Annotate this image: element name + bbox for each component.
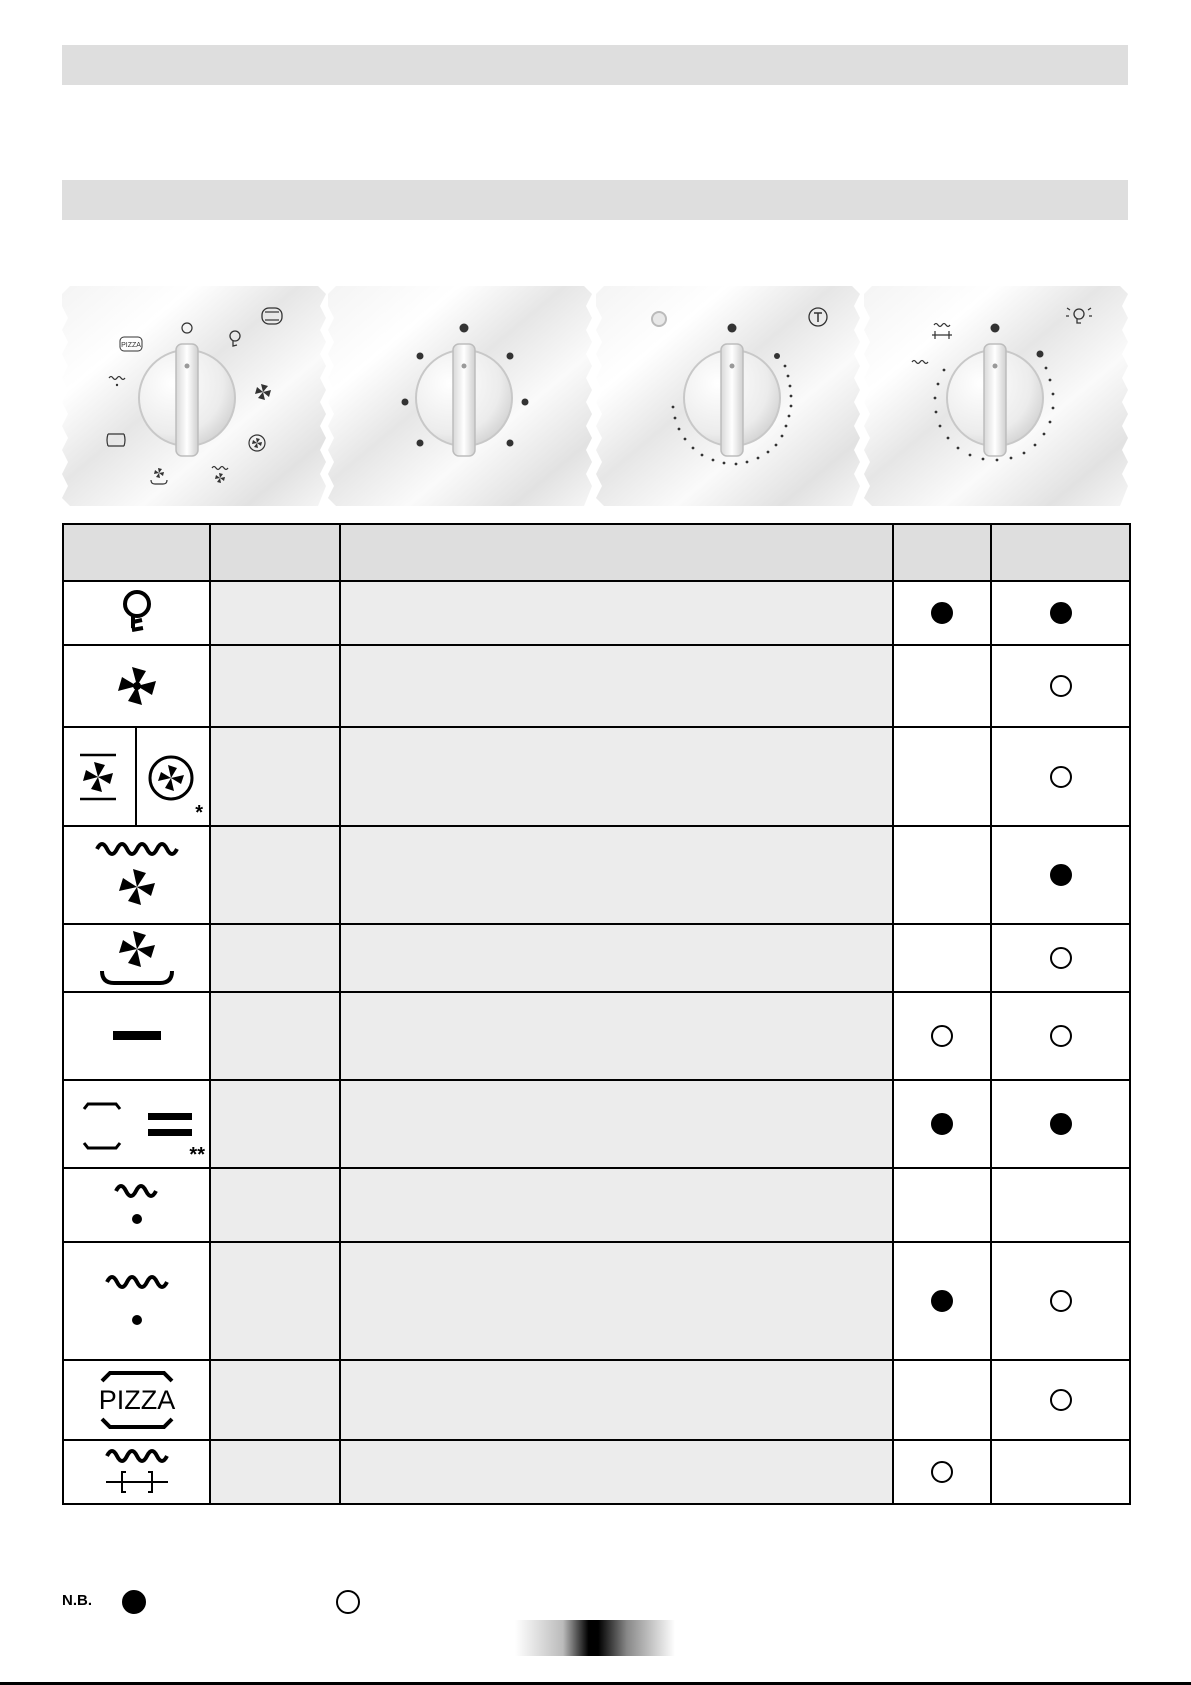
table-row: [63, 645, 1130, 727]
legend-filled-dot: [122, 1590, 146, 1614]
symbol-cell: [63, 581, 210, 645]
thermostat-indicator-lamp: [652, 312, 666, 326]
table-row: [63, 1080, 1130, 1168]
header-cell-2: [210, 524, 340, 581]
mark-cell-col5: [991, 1360, 1130, 1440]
header-cell-5: [991, 524, 1130, 581]
mark-cell-col4: [893, 727, 991, 826]
off-position-marker: [991, 324, 1000, 333]
mark-cell-col4: [893, 645, 991, 727]
table-row: [63, 1360, 1130, 1440]
mark-cell-col4: [893, 1242, 991, 1360]
symbol-cell: [63, 992, 210, 1080]
bottom-element-icon: [107, 1026, 167, 1046]
symbol-cell: [63, 727, 210, 826]
status-dot: [1050, 1389, 1072, 1411]
mark-cell-col4: [893, 924, 991, 992]
mark-cell-col4: [893, 1168, 991, 1242]
mark-cell-col5: [991, 1440, 1130, 1504]
description-cell: [340, 826, 893, 924]
name-cell: [210, 1080, 340, 1168]
mark-cell-col4: [893, 1440, 991, 1504]
symbol-cell: [63, 1242, 210, 1360]
mark-cell-col5: [991, 826, 1130, 924]
table-row: [63, 727, 1130, 826]
pizza-label: PIZZA: [98, 1385, 175, 1415]
grill-light-panel: [864, 286, 1128, 506]
symbol-cell: [63, 924, 210, 992]
light-icon: [117, 588, 157, 638]
symbol-cell: [63, 1080, 210, 1168]
oven-functions-table: [62, 523, 1131, 1505]
fan-icon: [115, 664, 159, 708]
mark-cell-col4: [893, 826, 991, 924]
table-row: [63, 826, 1130, 924]
table-row: [63, 1242, 1130, 1360]
table-row: [63, 1440, 1130, 1504]
svg-text:PIZZA: PIZZA: [121, 342, 141, 349]
status-dot: [931, 602, 953, 624]
table-header-row: [63, 524, 1130, 581]
footnote-marker: *: [195, 802, 203, 824]
status-dot: [1050, 864, 1072, 886]
description-cell: [340, 645, 893, 727]
section-header-bar-2: [62, 180, 1128, 220]
fan-top-bottom-icon: [78, 752, 118, 802]
mark-cell-col4: [893, 1080, 991, 1168]
table-row: [63, 924, 1130, 992]
description-cell: [340, 1168, 893, 1242]
status-dot: [1050, 1290, 1072, 1312]
status-dot: [931, 1461, 953, 1483]
fan-circular-element-icon: [147, 754, 195, 802]
name-cell: [210, 727, 340, 826]
status-dot: [1050, 1025, 1072, 1047]
name-cell: [210, 826, 340, 924]
thermostat-panel: [596, 286, 860, 506]
table-row: [63, 581, 1130, 645]
description-cell: [340, 1360, 893, 1440]
description-cell: [340, 1242, 893, 1360]
mark-cell-col4: [893, 992, 991, 1080]
description-cell: [340, 1440, 893, 1504]
symbol-cell: [63, 1360, 210, 1440]
function-selector-panel: [62, 286, 326, 506]
header-cell-4: [893, 524, 991, 581]
mark-cell-col5: [991, 992, 1130, 1080]
status-dot: [1050, 766, 1072, 788]
conventional-icon: [76, 1101, 196, 1151]
status-dot: [1050, 602, 1072, 624]
symbol-cell: [63, 1168, 210, 1242]
full-grill-icon: [102, 1266, 172, 1336]
table-row: [63, 1168, 1130, 1242]
table-row: [63, 992, 1130, 1080]
description-cell: [340, 924, 893, 992]
description-cell: [340, 727, 893, 826]
pizza-icon: [92, 1367, 182, 1433]
status-dot: [1050, 1113, 1072, 1135]
section-header-bar-1: [62, 45, 1128, 85]
status-dot: [931, 1290, 953, 1312]
name-cell: [210, 1440, 340, 1504]
mark-cell-col4: [893, 1360, 991, 1440]
status-dot: [931, 1113, 953, 1135]
mark-cell-col5: [991, 727, 1130, 826]
hob-control-panel: [328, 286, 592, 506]
symbol-cell: [63, 645, 210, 727]
footnote-marker: **: [189, 1144, 205, 1166]
name-cell: [210, 1168, 340, 1242]
status-dot: [931, 1025, 953, 1047]
description-cell: [340, 992, 893, 1080]
fan-bottom-icon: [97, 927, 177, 989]
mark-cell-col5: [991, 924, 1130, 992]
small-grill-icon: [112, 1175, 162, 1235]
status-dot: [1050, 947, 1072, 969]
mark-cell-col5: [991, 1168, 1130, 1242]
fan-grill-icon: [92, 835, 182, 915]
description-cell: [340, 1080, 893, 1168]
description-cell: [340, 581, 893, 645]
symbol-cell: [63, 826, 210, 924]
mark-cell-col5: [991, 1080, 1130, 1168]
name-cell: [210, 992, 340, 1080]
header-cell-symbol: [63, 524, 210, 581]
name-cell: [210, 645, 340, 727]
mark-cell-col4: [893, 581, 991, 645]
nb-label: N.B.: [62, 1592, 92, 1609]
legend-empty-dot: [336, 1590, 360, 1614]
name-cell: [210, 581, 340, 645]
mark-cell-col5: [991, 1242, 1130, 1360]
grill-spit-icon: [102, 1444, 172, 1500]
mark-cell-col5: [991, 645, 1130, 727]
symbol-divider: [135, 728, 137, 825]
header-cell-description: [340, 524, 893, 581]
status-dot: [1050, 675, 1072, 697]
name-cell: [210, 1360, 340, 1440]
name-cell: [210, 924, 340, 992]
symbol-cell: [63, 1440, 210, 1504]
mark-cell-col5: [991, 581, 1130, 645]
name-cell: [210, 1242, 340, 1360]
page-marker-gradient: [515, 1620, 675, 1656]
